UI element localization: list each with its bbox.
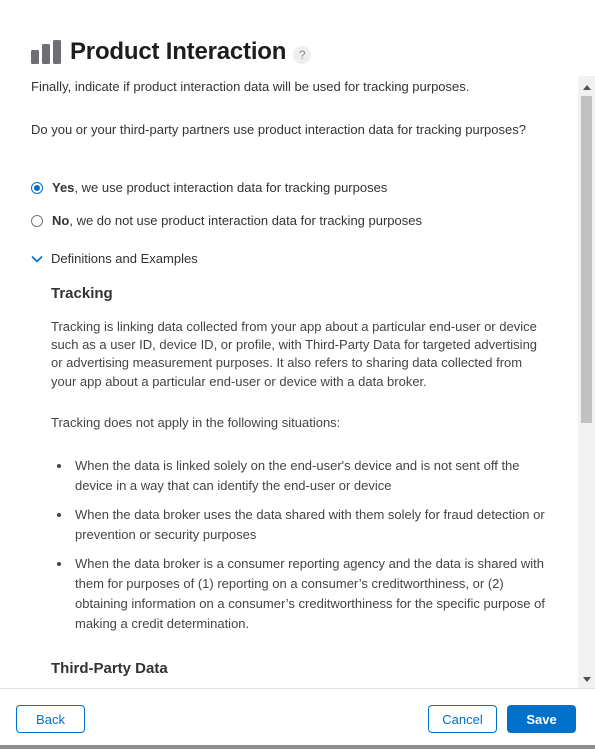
content-scroll-area[interactable]	[0, 76, 578, 688]
list-item: When the data broker is a consumer reporting agency and the data is shared with them for purposes of (1) reporting on a consumer’s creditworthiness, or (2) obtaining information on a consumer’s creditworthiness for the specific purpose of making a credit determination.	[51, 554, 546, 634]
definitions-toggle-label: Definitions and Examples	[51, 251, 198, 266]
tracking-exceptions-list	[51, 456, 546, 643]
intro-text: Finally, indicate if product interaction data will be used for tracking purposes.	[31, 79, 470, 94]
footer	[0, 688, 595, 749]
list-item: When the data broker uses the data shared with them solely for fraud detection or prevention or security purposes	[51, 505, 546, 545]
save-button[interactable]: Save	[507, 705, 576, 733]
cancel-button[interactable]: Cancel	[428, 705, 497, 733]
option-yes[interactable]	[31, 180, 387, 195]
definitions-toggle[interactable]	[31, 251, 198, 266]
tracking-paragraph: Tracking is linking data collected from your app about a particular end-user or device such as a user ID, device ID, or profile, with Third-Party Data for targeted advertising or advertising measurement purposes. It also refers to sharing data collected from your app about a particular end-user or device with a data broker.	[51, 319, 538, 389]
page-title: Product Interaction	[70, 38, 287, 65]
option-yes-label: Yes, we use product interaction data for tracking purposes	[52, 180, 388, 195]
question-text: Do you or your third-party partners use product interaction data for tracking purposes?	[31, 122, 526, 137]
back-button[interactable]: Back	[16, 705, 85, 733]
help-icon[interactable]: ?	[293, 46, 311, 64]
third-party-heading: Third-Party Data	[51, 660, 168, 677]
bar-chart-icon	[31, 40, 63, 64]
chevron-down-icon	[31, 255, 43, 263]
radio-no[interactable]	[31, 215, 43, 227]
radio-yes[interactable]	[31, 182, 43, 194]
tracking-heading: Tracking	[51, 285, 113, 302]
list-item: When the data is linked solely on the end-user's device and is not sent off the device in a way that can identify the end-user or device	[51, 456, 546, 496]
page-header	[31, 36, 311, 68]
tracking-exceptions-intro: Tracking does not apply in the following situations:	[51, 415, 341, 430]
option-no[interactable]	[31, 213, 422, 228]
scroll-up-arrow-icon[interactable]	[578, 80, 595, 94]
scrollbar[interactable]	[578, 76, 595, 688]
option-no-label: No, we do not use product interaction data for tracking purposes	[52, 213, 422, 228]
scroll-down-arrow-icon[interactable]	[578, 672, 595, 686]
window-bottom-edge	[0, 745, 595, 749]
scrollbar-thumb[interactable]	[581, 96, 592, 423]
